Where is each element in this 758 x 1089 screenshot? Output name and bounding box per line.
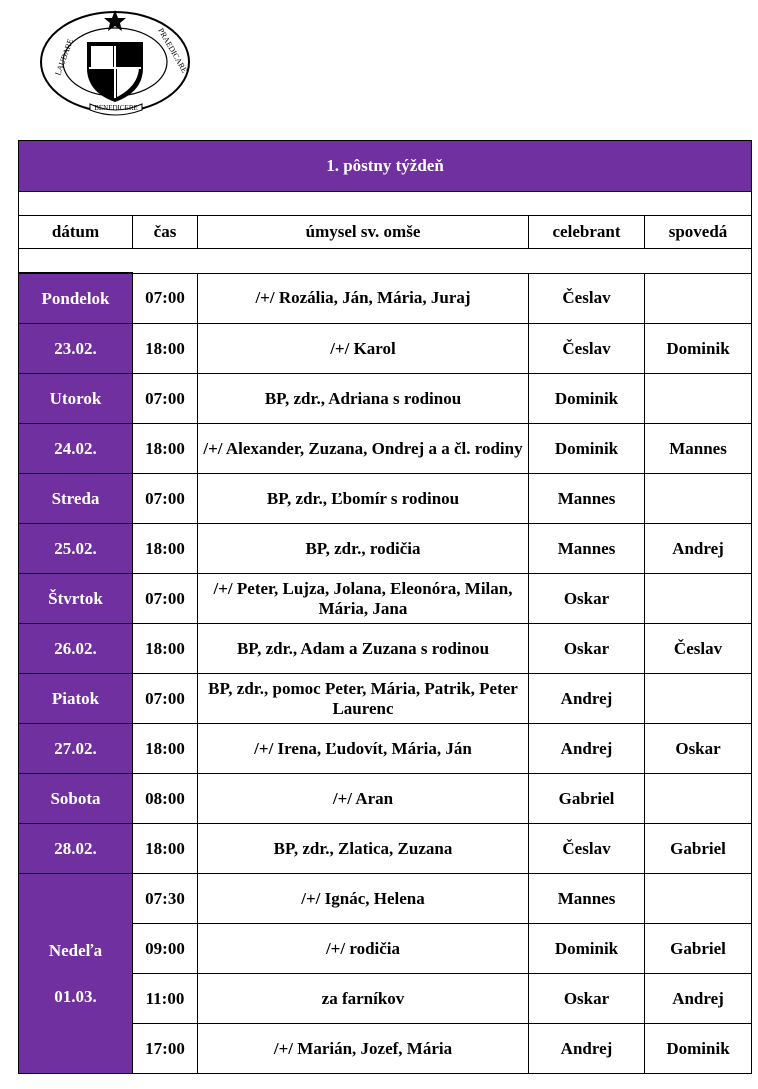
mass-confession: Dominik	[645, 1024, 752, 1074]
mass-intention: BP, zdr., Zlatica, Zuzana	[198, 824, 529, 874]
mass-intention: za farníkov	[198, 974, 529, 1024]
mass-celebrant: Oskar	[529, 624, 645, 674]
mass-celebrant: Oskar	[529, 574, 645, 624]
mass-time: 11:00	[133, 974, 198, 1024]
mass-time: 07:00	[133, 674, 198, 724]
motto-bottom: BENEDICERE	[94, 104, 138, 112]
day-date: 26.02.	[19, 624, 133, 674]
mass-intention: BP, zdr., Ľbomír s rodinou	[198, 474, 529, 524]
mass-celebrant: Oskar	[529, 974, 645, 1024]
header-intention: úmysel sv. omše	[198, 216, 529, 249]
mass-celebrant: Mannes	[529, 524, 645, 574]
mass-confession: Gabriel	[645, 824, 752, 874]
header-time: čas	[133, 216, 198, 249]
mass-confession	[645, 273, 752, 324]
mass-intention: /+/ Irena, Ľudovít, Mária, Ján	[198, 724, 529, 774]
mass-confession: Andrej	[645, 974, 752, 1024]
mass-time: 07:00	[133, 574, 198, 624]
mass-celebrant: Česlav	[529, 324, 645, 374]
mass-confession	[645, 774, 752, 824]
mass-confession	[645, 574, 752, 624]
day-date: 01.03.	[54, 986, 97, 1006]
mass-celebrant: Andrej	[529, 1024, 645, 1074]
mass-time: 18:00	[133, 824, 198, 874]
mass-time: 18:00	[133, 524, 198, 574]
mass-time: 07:00	[133, 474, 198, 524]
motto-left: LAUDARE	[53, 37, 75, 77]
mass-time: 07:00	[133, 273, 198, 324]
page-title: 1. pôstny týždeň	[19, 141, 752, 192]
mass-intention: BP, zdr., pomoc Peter, Mária, Patrik, Peter Laurenc	[198, 674, 529, 724]
mass-celebrant: Česlav	[529, 824, 645, 874]
mass-intention: BP, zdr., Adriana s rodinou	[198, 374, 529, 424]
mass-intention: /+/ Alexander, Zuzana, Ondrej a a čl. rodiny	[198, 424, 529, 474]
day-name: Pondelok	[19, 273, 133, 324]
mass-time: 09:00	[133, 924, 198, 974]
motto-right: PRAEDICARE	[156, 26, 190, 75]
mass-schedule-table	[18, 140, 752, 1074]
spacer-row	[19, 249, 752, 274]
mass-intention: /+/ Karol	[198, 324, 529, 374]
mass-celebrant: Dominik	[529, 374, 645, 424]
mass-time: 18:00	[133, 424, 198, 474]
mass-confession	[645, 674, 752, 724]
mass-time: 08:00	[133, 774, 198, 824]
day-date: 24.02.	[19, 424, 133, 474]
spacer-row	[19, 192, 752, 216]
dominican-seal-logo	[30, 6, 200, 116]
day-name: Sobota	[19, 774, 133, 824]
mass-celebrant: Dominik	[529, 924, 645, 974]
mass-time: 18:00	[133, 324, 198, 374]
mass-confession	[645, 874, 752, 924]
day-name: Piatok	[19, 674, 133, 724]
day-name: Utorok	[19, 374, 133, 424]
mass-celebrant: Gabriel	[529, 774, 645, 824]
header-date: dátum	[19, 216, 133, 249]
mass-time: 18:00	[133, 724, 198, 774]
day-date: 27.02.	[19, 724, 133, 774]
header-celebrant: celebrant	[529, 216, 645, 249]
mass-intention: /+/ Aran	[198, 774, 529, 824]
mass-intention: /+/ rodičia	[198, 924, 529, 974]
mass-confession: Oskar	[645, 724, 752, 774]
day-date: 25.02.	[19, 524, 133, 574]
mass-time: 07:00	[133, 374, 198, 424]
mass-intention: /+/ Ignác, Helena	[198, 874, 529, 924]
mass-confession	[645, 474, 752, 524]
mass-intention: BP, zdr., Adam a Zuzana s rodinou	[198, 624, 529, 674]
day-date: 28.02.	[19, 824, 133, 874]
mass-intention: /+/ Marián, Jozef, Mária	[198, 1024, 529, 1074]
day-name: Štvrtok	[19, 574, 133, 624]
mass-celebrant: Andrej	[529, 674, 645, 724]
mass-intention: BP, zdr., rodičia	[198, 524, 529, 574]
day-name: Streda	[19, 474, 133, 524]
mass-confession: Mannes	[645, 424, 752, 474]
mass-time: 18:00	[133, 624, 198, 674]
mass-intention: /+/ Peter, Lujza, Jolana, Eleonóra, Milan, Mária, Jana	[198, 574, 529, 624]
header-confession: spovedá	[645, 216, 752, 249]
mass-celebrant: Dominik	[529, 424, 645, 474]
mass-confession: Česlav	[645, 624, 752, 674]
mass-celebrant: Česlav	[529, 273, 645, 324]
day-name: Nedeľa	[48, 940, 103, 960]
mass-celebrant: Mannes	[529, 474, 645, 524]
mass-confession: Andrej	[645, 524, 752, 574]
mass-confession	[645, 374, 752, 424]
mass-celebrant: Mannes	[529, 874, 645, 924]
mass-intention: /+/ Rozália, Ján, Mária, Juraj	[198, 273, 529, 324]
sunday-cell	[19, 874, 133, 1074]
mass-time: 07:30	[133, 874, 198, 924]
mass-celebrant: Andrej	[529, 724, 645, 774]
mass-confession: Gabriel	[645, 924, 752, 974]
mass-confession: Dominik	[645, 324, 752, 374]
day-date: 23.02.	[19, 324, 133, 374]
mass-time: 17:00	[133, 1024, 198, 1074]
